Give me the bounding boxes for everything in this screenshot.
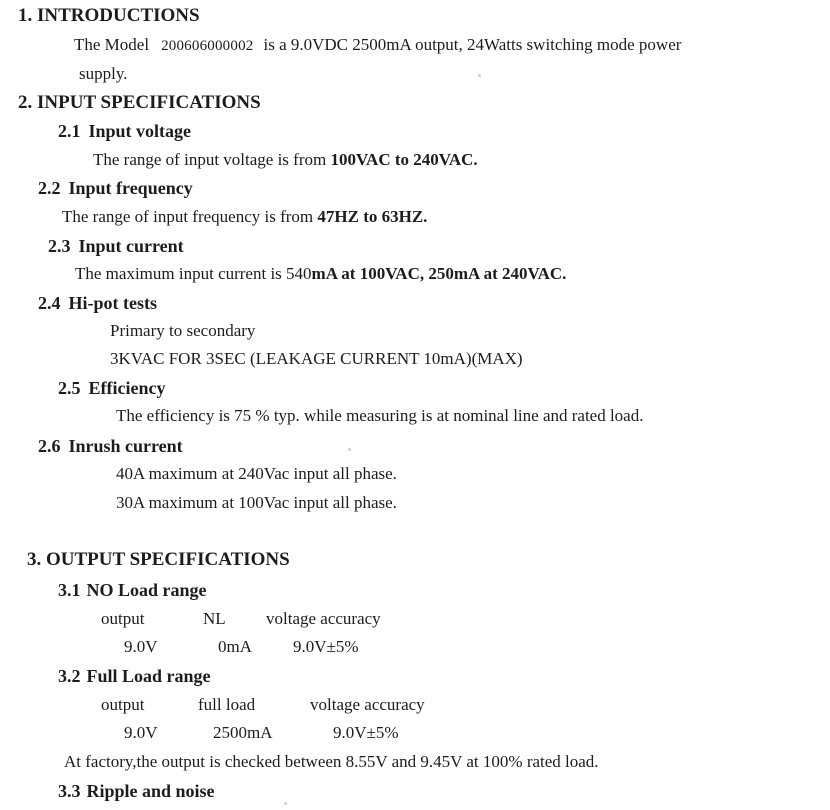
intro-paragraph-line-1 [74, 34, 681, 57]
intro-text-a: The Model [74, 35, 150, 54]
subheading-ripple-and-noise: 3.3 Ripple and noise [58, 781, 215, 801]
subheading-input-voltage: 2.1 Input voltage [58, 121, 192, 141]
subheading-input-frequency: 2.2 Input frequency [38, 178, 193, 198]
full-load-header-full-load: full load [198, 695, 256, 714]
full-load-value-full-load: 2500mA [213, 723, 273, 742]
hipot-line-1: Primary to secondary [110, 321, 256, 340]
subheading-input-current: 2.3 Input current [48, 236, 184, 256]
no-load-header-accuracy: voltage accuracy [266, 609, 381, 628]
full-load-header-accuracy: voltage accuracy [310, 695, 425, 714]
subheading-efficiency: 2.5 Efficiency [58, 378, 166, 398]
full-load-header-output: output [101, 695, 145, 714]
input-frequency-text: The range of input frequency is from 47HZ to 63HZ. [62, 207, 428, 226]
subheading-no-load-range: 3.1 NO Load range [58, 580, 207, 600]
input-current-text: The maximum input current is 540mA at 100VAC, 250mA at 240VAC. [75, 264, 567, 283]
section-heading-input-specifications: 2. INPUT SPECIFICATIONS [18, 92, 261, 113]
input-voltage-text: The range of input voltage is from 100VAC to 240VAC. [93, 150, 478, 169]
factory-check-note: At factory,the output is checked between 8.55V and 9.45V at 100% rated load. [64, 752, 599, 771]
intro-text-b: is a 9.0VDC 2500mA output, 24Watts switching mode power [263, 35, 682, 54]
no-load-value-output: 9.0V [124, 637, 158, 656]
full-load-value-accuracy: 9.0V±5% [333, 723, 399, 742]
hipot-line-2: 3KVAC FOR 3SEC (LEAKAGE CURRENT 10mA)(MAX) [110, 349, 523, 368]
scan-speck [284, 802, 287, 805]
scan-speck [478, 74, 481, 77]
inrush-line-1: 40A maximum at 240Vac input all phase. [116, 464, 397, 483]
no-load-header-nl: NL [203, 609, 226, 628]
subheading-inrush-current: 2.6 Inrush current [38, 436, 183, 456]
inrush-line-2: 30A maximum at 100Vac input all phase. [116, 493, 397, 512]
full-load-value-output: 9.0V [124, 723, 158, 742]
no-load-value-nl: 0mA [218, 637, 252, 656]
section-heading-introductions: 1. INTRODUCTIONS [18, 5, 200, 26]
intro-paragraph-line-2: supply. [79, 64, 128, 83]
no-load-header-output: output [101, 609, 145, 628]
model-number: 200606000002 [161, 38, 254, 54]
scan-speck [348, 448, 351, 451]
subheading-hipot-tests: 2.4 Hi-pot tests [38, 293, 157, 313]
no-load-value-accuracy: 9.0V±5% [293, 637, 359, 656]
section-heading-output-specifications: 3. OUTPUT SPECIFICATIONS [27, 549, 290, 570]
subheading-full-load-range: 3.2 Full Load range [58, 666, 211, 686]
efficiency-text: The efficiency is 75 % typ. while measuring is at nominal line and rated load. [116, 406, 644, 425]
